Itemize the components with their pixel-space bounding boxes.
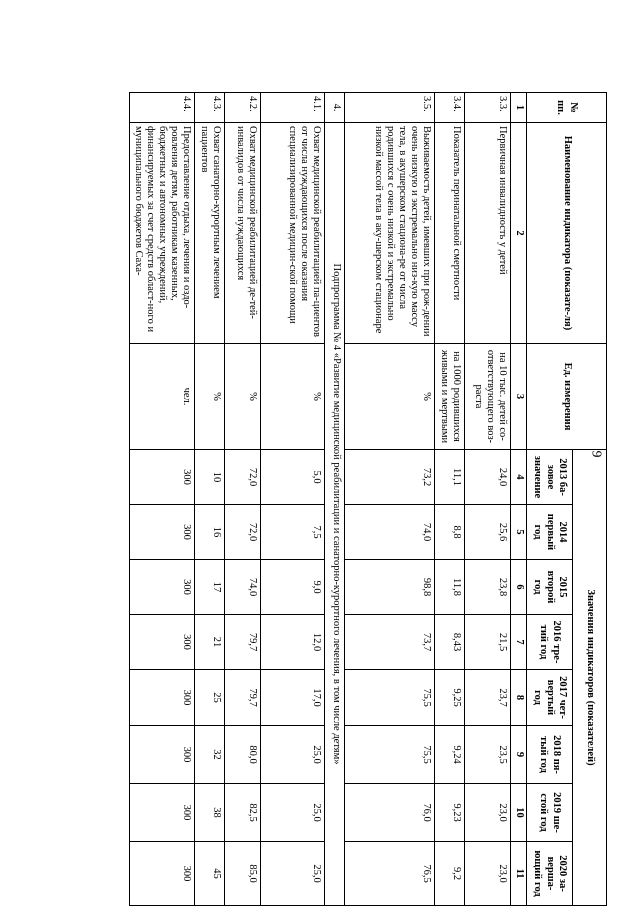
header-year: 2018 пя-тый год bbox=[527, 726, 573, 784]
indicator-value: 11,8 bbox=[435, 560, 465, 615]
header-year: 2016 тре-тий год bbox=[527, 615, 573, 670]
column-number: 6 bbox=[511, 560, 527, 615]
table-row bbox=[261, 93, 325, 906]
indicator-value: 9,2 bbox=[435, 842, 465, 906]
indicator-value: 8,43 bbox=[435, 615, 465, 670]
indicator-name: Показатель перинатальной смертности bbox=[435, 123, 465, 344]
indicator-value: 24,0 bbox=[465, 450, 511, 505]
indicator-value: 300 bbox=[129, 784, 194, 842]
indicator-value: 25,6 bbox=[465, 505, 511, 560]
indicator-value: 76,5 bbox=[345, 842, 435, 906]
indicator-value: 85,0 bbox=[225, 842, 261, 906]
indicator-unit: на 1000 родившихся живыми и мертвыми bbox=[435, 344, 465, 450]
table-row bbox=[435, 93, 465, 906]
indicator-value: 9,23 bbox=[435, 784, 465, 842]
indicator-value: 75,5 bbox=[345, 670, 435, 726]
subprogram-num: 4. bbox=[325, 93, 345, 123]
indicator-value: 74,0 bbox=[345, 505, 435, 560]
indicator-value: 32 bbox=[195, 726, 225, 784]
rotated-table-container bbox=[108, 92, 607, 905]
indicator-value: 17 bbox=[195, 560, 225, 615]
indicator-value: 23,0 bbox=[465, 842, 511, 906]
indicator-value: 12,0 bbox=[261, 615, 325, 670]
indicator-value: 45 bbox=[195, 842, 225, 906]
page-number: 9 bbox=[588, 450, 604, 458]
indicator-value: 9,0 bbox=[261, 560, 325, 615]
indicator-value: 76,0 bbox=[345, 784, 435, 842]
indicator-unit: % bbox=[195, 344, 225, 450]
indicator-unit: чел. bbox=[129, 344, 194, 450]
row-num: 3.3. bbox=[465, 93, 511, 123]
indicator-value: 9,25 bbox=[435, 670, 465, 726]
column-number: 4 bbox=[511, 450, 527, 505]
indicator-name: Первичная инвалидность у детей bbox=[465, 123, 511, 344]
header-year: 2020 за-верша-ющий год bbox=[527, 842, 573, 906]
indicator-value: 300 bbox=[129, 560, 194, 615]
indicator-value: 79,7 bbox=[225, 670, 261, 726]
indicator-value: 98,8 bbox=[345, 560, 435, 615]
indicator-value: 300 bbox=[129, 505, 194, 560]
indicator-name: Предоставление отдыха, лечения и оздо-ровления детям, работникам казенных, бюджетных и автономных учреждений, финансируемых за счет средств област-ного и муниципального бюджетов Саха- bbox=[129, 123, 194, 344]
indicator-value: 23,8 bbox=[465, 560, 511, 615]
indicator-name: Охват медицинской реабилитацией де-тей-инвалидов от числа нуждающихся bbox=[225, 123, 261, 344]
column-number: 11 bbox=[511, 842, 527, 906]
indicator-value: 25 bbox=[195, 670, 225, 726]
indicator-value: 21 bbox=[195, 615, 225, 670]
indicators-table bbox=[129, 92, 607, 906]
table-row bbox=[345, 93, 435, 906]
indicator-unit: % bbox=[225, 344, 261, 450]
indicator-name: Охват санаторно-курортным лечением пациентов bbox=[195, 123, 225, 344]
header-year: 2014 первый год bbox=[527, 505, 573, 560]
indicator-value: 73,2 bbox=[345, 450, 435, 505]
indicator-value: 74,0 bbox=[225, 560, 261, 615]
indicator-value: 72,0 bbox=[225, 450, 261, 505]
indicator-value: 7,5 bbox=[261, 505, 325, 560]
indicator-value: 5,0 bbox=[261, 450, 325, 505]
indicator-value: 23,5 bbox=[465, 726, 511, 784]
header-name: Наименование индикатора (показате-ля) bbox=[527, 123, 607, 344]
column-number: 5 bbox=[511, 505, 527, 560]
table-row bbox=[195, 93, 225, 906]
table-row bbox=[225, 93, 261, 906]
column-number: 7 bbox=[511, 615, 527, 670]
row-num: 4.3. bbox=[195, 93, 225, 123]
indicator-unit: % bbox=[261, 344, 325, 450]
row-num: 4.1. bbox=[261, 93, 325, 123]
table-row bbox=[129, 93, 194, 906]
row-num: 3.4. bbox=[435, 93, 465, 123]
column-number: 10 bbox=[511, 784, 527, 842]
indicator-value: 80,0 bbox=[225, 726, 261, 784]
column-number: 3 bbox=[511, 344, 527, 450]
indicator-unit: на 10 тыс. детей со-ответствующего воз-раста bbox=[465, 344, 511, 450]
indicator-value: 300 bbox=[129, 842, 194, 906]
indicator-value: 72,0 bbox=[225, 505, 261, 560]
column-number: 8 bbox=[511, 670, 527, 726]
row-num: 3.5. bbox=[345, 93, 435, 123]
column-number: 9 bbox=[511, 726, 527, 784]
indicator-value: 82,5 bbox=[225, 784, 261, 842]
header-year: 2017 чет-вертый год bbox=[527, 670, 573, 726]
indicator-value: 25,0 bbox=[261, 842, 325, 906]
indicator-value: 8,8 bbox=[435, 505, 465, 560]
indicator-value: 11,1 bbox=[435, 450, 465, 505]
indicator-name: Охват медицинской реабилитацией па-циентов от числа нуждающихся после оказания специализированной медицин-ской помощи bbox=[261, 123, 325, 344]
header-year: 2019 ше-стой год bbox=[527, 784, 573, 842]
indicator-value: 17,0 bbox=[261, 670, 325, 726]
indicator-value: 75,5 bbox=[345, 726, 435, 784]
indicator-value: 79,7 bbox=[225, 615, 261, 670]
indicator-value: 25,0 bbox=[261, 784, 325, 842]
header-year: 2013 ба-зовое значение bbox=[527, 450, 573, 505]
subprogram-title: Подпрограмма № 4 «Развитие медицинской реабилитации и санаторно-курортного лечения, в том числе детям» bbox=[325, 123, 345, 906]
indicator-name: Выживаемость детей, имевших при рож-дении очень низкую и экстремально низ-кую массу тела, в акушерском стациона-ре от числа родившихся с очень низкой и экстремально низкой массой тела в аку-шерском стационаре bbox=[345, 123, 435, 344]
header-year: 2015 второй год bbox=[527, 560, 573, 615]
indicator-unit: % bbox=[345, 344, 435, 450]
header-num: № пп. bbox=[527, 93, 607, 123]
row-num: 4.4. bbox=[129, 93, 194, 123]
indicator-value: 23,7 bbox=[465, 670, 511, 726]
header-values-group: Значения индикаторов (показателей) bbox=[573, 450, 607, 906]
column-number: 2 bbox=[511, 123, 527, 344]
indicator-value: 300 bbox=[129, 726, 194, 784]
indicator-value: 300 bbox=[129, 670, 194, 726]
indicator-value: 300 bbox=[129, 615, 194, 670]
indicator-value: 73,7 bbox=[345, 615, 435, 670]
indicator-value: 16 bbox=[195, 505, 225, 560]
indicator-value: 9,24 bbox=[435, 726, 465, 784]
indicator-value: 300 bbox=[129, 450, 194, 505]
indicator-value: 21,5 bbox=[465, 615, 511, 670]
table-row bbox=[465, 93, 511, 906]
indicator-value: 38 bbox=[195, 784, 225, 842]
header-unit: Ед. измерения bbox=[527, 344, 607, 450]
indicator-value: 10 bbox=[195, 450, 225, 505]
indicator-value: 23,0 bbox=[465, 784, 511, 842]
column-number: 1 bbox=[511, 93, 527, 123]
row-num: 4.2. bbox=[225, 93, 261, 123]
indicator-value: 25,0 bbox=[261, 726, 325, 784]
